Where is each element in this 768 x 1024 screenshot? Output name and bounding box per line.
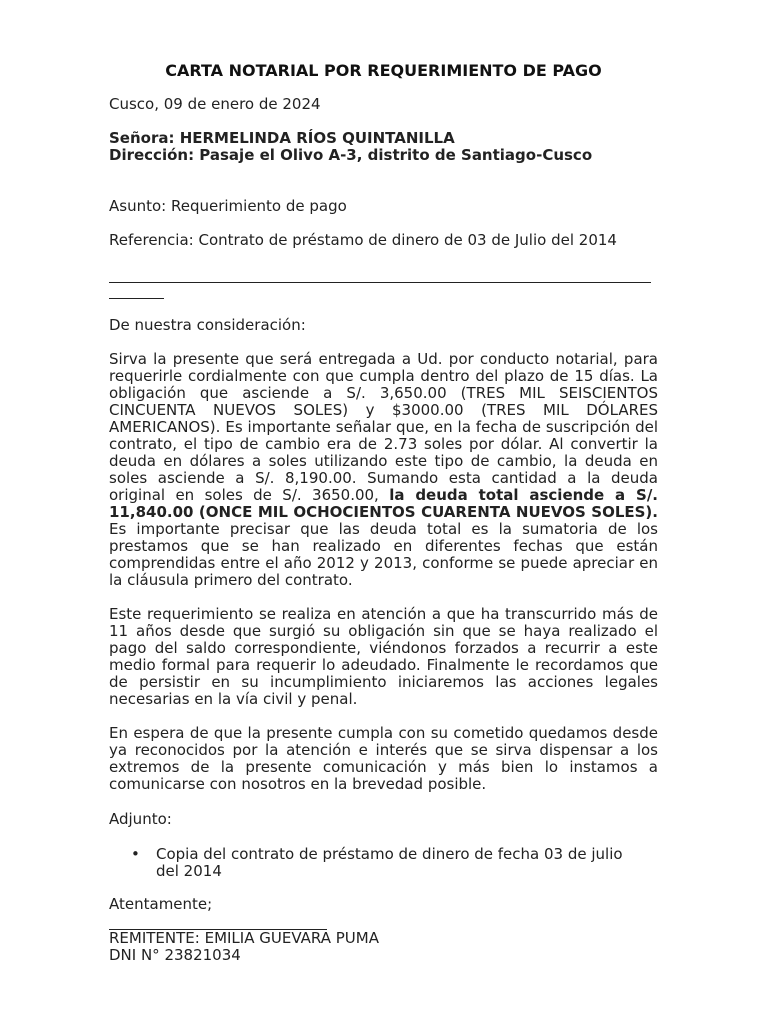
place-date: Cusco, 09 de enero de 2024 bbox=[109, 95, 321, 113]
separator-line-tail bbox=[109, 298, 164, 299]
greeting: De nuestra consideración: bbox=[109, 316, 306, 334]
letter-title: CARTA NOTARIAL POR REQUERIMIENTO DE PAGO bbox=[165, 61, 602, 80]
recipient-line: Señora: HERMELINDA RÍOS QUINTANILLA bbox=[109, 129, 455, 147]
address-line: Dirección: Pasaje el Olivo A-3, distrito de Santiago-Cusco bbox=[109, 146, 593, 164]
paragraph-requirement: Este requerimiento se realiza en atención a que ha transcurrido más de 11 años desde que surgió su obligación sin que se haya realizado el pago del saldo correspondiente, viéndonos forzados a recurrir a este medio formal para requerir lo adeudado. Finalmente le recordamos que de persistir en su incumplimiento iniciaremos las acciones legales necesarias en la vía civil y penal. bbox=[109, 605, 658, 708]
attachments-label: Adjunto: bbox=[109, 810, 172, 828]
sender-name: REMITENTE: EMILIA GUEVARA PUMA bbox=[109, 929, 379, 947]
attachment-text: Copia del contrato de préstamo de dinero de fecha 03 de julio del 2014 bbox=[156, 845, 623, 880]
separator-line bbox=[109, 282, 651, 283]
bullet-icon: • bbox=[131, 845, 140, 863]
paragraph-debt-text-1: Sirva la presente que será entregada a Ud. por conducto notarial, para requerirle cordialmente con que cumpla dentro del plazo de 15 días. La obligación que asciende a S/. 3,650.00 (TRES MIL SEISCIENTOS CINCUENTA NUEVOS SOLES) y $3000.00 (TRES MIL DÓLARES AMERICANOS). Es importante señalar que, en la fecha de suscripción del contrato, el tipo de cambio era de 2.73 soles por dólar. Al convertir la deuda en dólares a soles utilizando este tipo de cambio, la deuda en soles asciende a S/. 8,190.00. Sumando esta cantidad a la deuda original en soles de S/. 3650.00, bbox=[109, 350, 658, 504]
paragraph-closing-request: En espera de que la presente cumpla con su cometido quedamos desde ya reconocidos por la atención e interés que se sirva dispensar a los extremos de la presente comunicación y más bien lo instamos a comunicarse con nosotros en la brevedad posible. bbox=[109, 724, 658, 793]
sender-id: DNI N° 23821034 bbox=[109, 946, 241, 964]
paragraph-debt-text-2: Es importante precisar que las deuda total es la sumatoria de los prestamos que se han realizado en diferentes fechas que están comprendidas entre el año 2012 y 2013, conforme se puede apreciar en la cláusula primero del contrato. bbox=[109, 520, 658, 589]
reference-line: Referencia: Contrato de préstamo de dinero de 03 de Julio del 2014 bbox=[109, 231, 617, 249]
paragraph-debt-details bbox=[109, 351, 658, 589]
total-debt-statement: la deuda total asciende a S/. 11,840.00 (ONCE MIL OCHOCIENTOS CUARENTA NUEVOS SOLES). bbox=[109, 486, 658, 521]
closing-salutation: Atentamente; bbox=[109, 895, 213, 913]
subject-line: Asunto: Requerimiento de pago bbox=[109, 197, 347, 215]
